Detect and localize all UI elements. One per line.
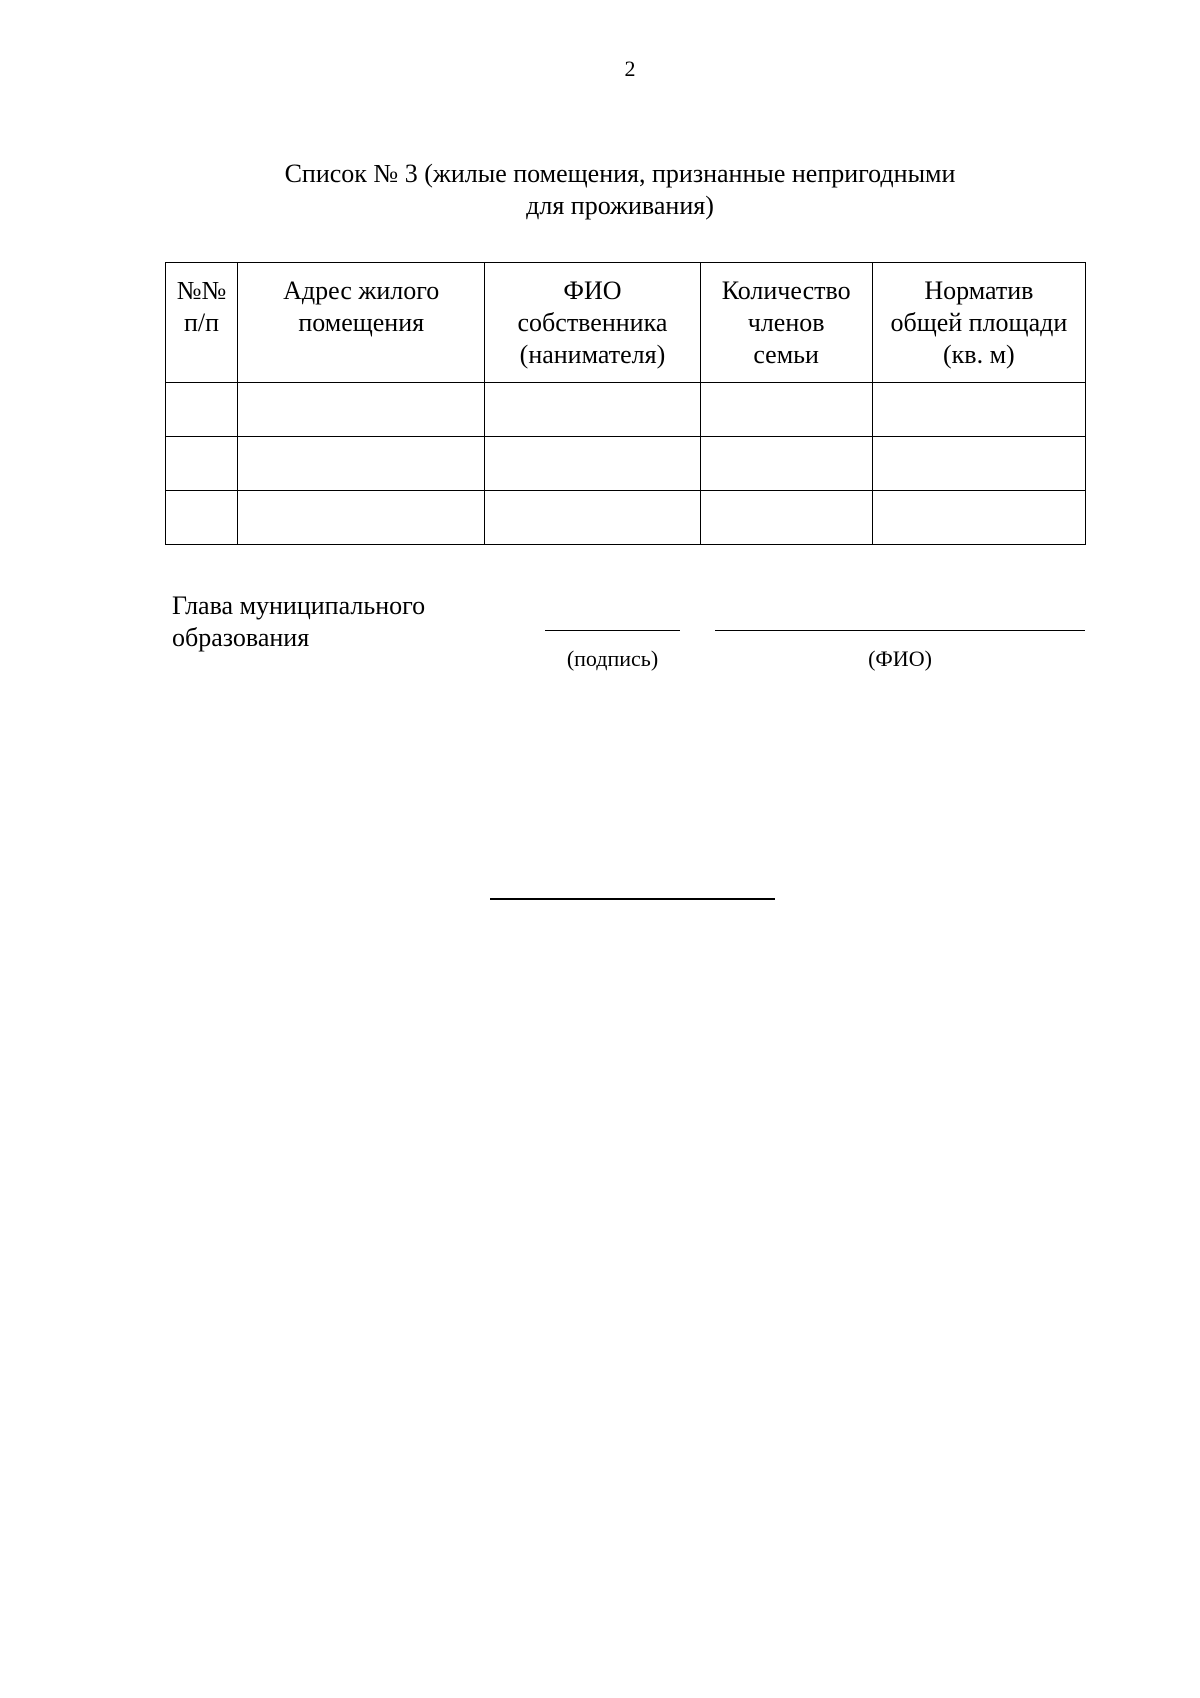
table-cell bbox=[238, 383, 485, 437]
table-cell bbox=[872, 491, 1085, 545]
list-title-line-2: для проживания) bbox=[526, 191, 714, 220]
list-title bbox=[230, 158, 1010, 222]
table-cell bbox=[872, 383, 1085, 437]
table-cell bbox=[872, 437, 1085, 491]
table-cell bbox=[485, 383, 700, 437]
page-number: 2 bbox=[624, 56, 636, 81]
header-number: №№ п/п bbox=[166, 263, 238, 383]
name-line bbox=[715, 630, 1085, 631]
housing-table bbox=[165, 262, 1086, 545]
table-cell bbox=[166, 383, 238, 437]
table-cell bbox=[166, 491, 238, 545]
signer-position-line-2: образования bbox=[172, 623, 310, 652]
signer-position-line-1: Глава муниципального bbox=[172, 591, 426, 620]
table-row bbox=[166, 383, 1086, 437]
table-cell bbox=[485, 491, 700, 545]
name-caption: (ФИО) bbox=[868, 646, 932, 671]
header-owner-name: ФИО собственника (нанимателя) bbox=[485, 263, 700, 383]
signer-position bbox=[172, 590, 512, 654]
table-cell bbox=[238, 437, 485, 491]
list-title-line-1: Список № 3 (жилые помещения, признанные непригодными bbox=[284, 159, 956, 188]
signature-caption: (подпись) bbox=[566, 646, 659, 671]
table-header-row bbox=[166, 263, 1086, 383]
table-row bbox=[166, 437, 1086, 491]
table-cell bbox=[238, 491, 485, 545]
header-address: Адрес жилого помещения bbox=[238, 263, 485, 383]
end-of-document-rule bbox=[490, 898, 775, 900]
header-family-members: Количество членов семьи bbox=[700, 263, 872, 383]
table-cell bbox=[485, 437, 700, 491]
table-cell bbox=[700, 437, 872, 491]
signature-line bbox=[545, 630, 680, 631]
table-cell bbox=[700, 491, 872, 545]
table-cell bbox=[166, 437, 238, 491]
table-row bbox=[166, 491, 1086, 545]
table-cell bbox=[700, 383, 872, 437]
header-area-norm: Норматив общей площади (кв. м) bbox=[872, 263, 1085, 383]
